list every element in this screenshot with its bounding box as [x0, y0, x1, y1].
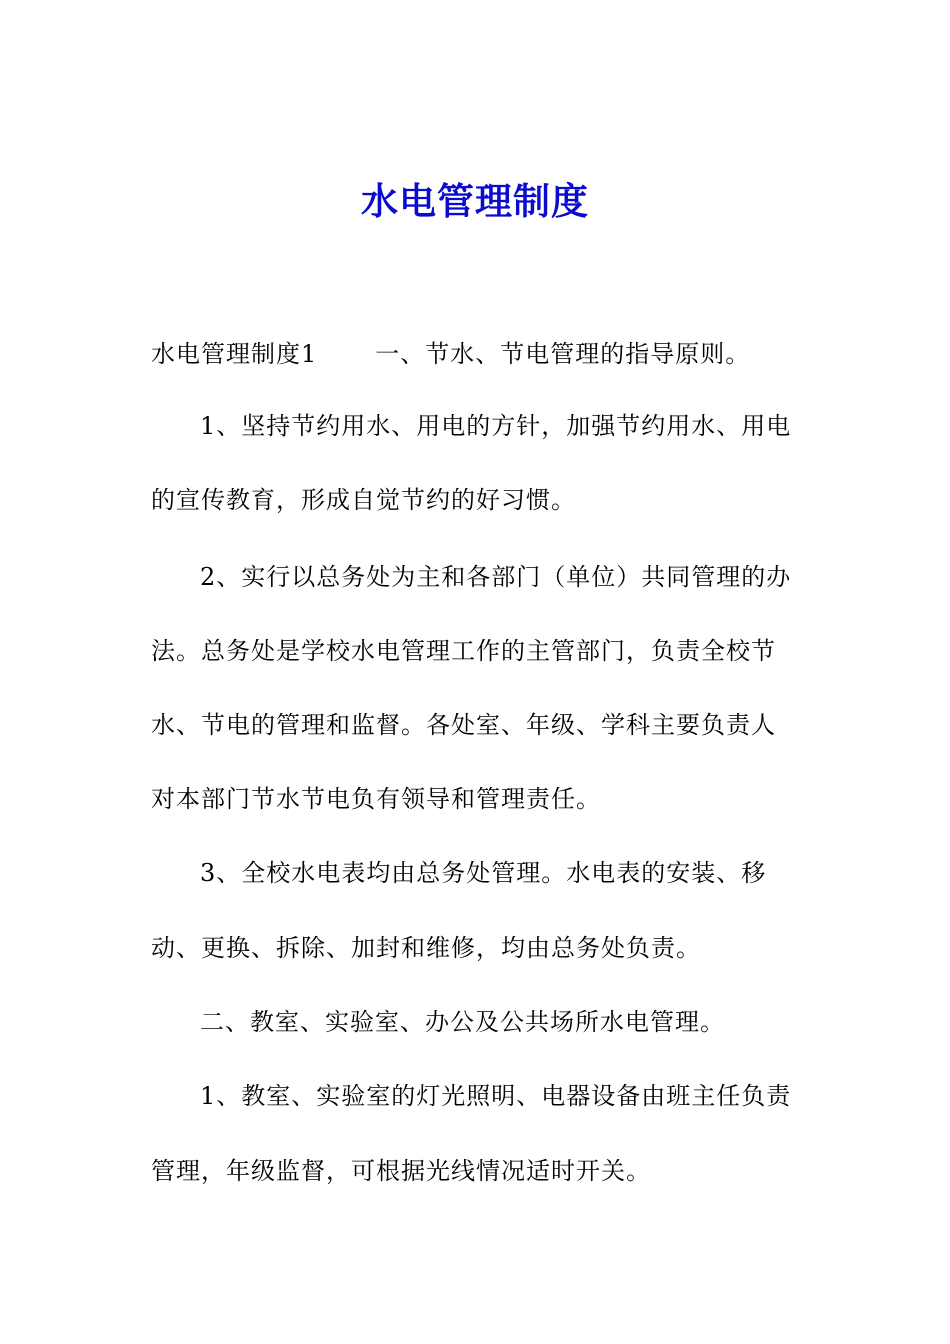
section-heading-line: 二、教室、实验室、办公及公共场所水电管理。	[200, 1008, 725, 1036]
section-heading-text: 一、节水、节电管理的指导原则。	[375, 340, 751, 368]
paragraph-line: 3、全校水电表均由总务处管理。水电表的安装、移	[200, 859, 767, 887]
paragraph-line: 对本部门节水节电负有领导和管理责任。	[151, 785, 601, 813]
paragraph-line: 1、教室、实验室的灯光照明、电器设备由班主任负责	[200, 1082, 792, 1110]
paragraph-line: 动、更换、拆除、加封和维修，均由总务处负责。	[151, 934, 701, 962]
document-title: 水电管理制度	[361, 180, 589, 223]
paragraph-line: 1、坚持节约用水、用电的方针，加强节约用水、用电	[200, 412, 792, 440]
paragraph-line: 水、节电的管理和监督。各处室、年级、学科主要负责人	[151, 711, 776, 739]
section-heading-label: 水电管理制度1	[151, 340, 318, 368]
section-heading-line	[151, 336, 750, 372]
paragraph-line: 的宣传教育，形成自觉节约的好习惯。	[151, 486, 576, 514]
paragraph-line: 管理，年级监督，可根据光线情况适时开关。	[151, 1157, 651, 1185]
paragraph-line: 法。总务处是学校水电管理工作的主管部门，负责全校节	[151, 637, 776, 665]
paragraph-line: 2、实行以总务处为主和各部门（单位）共同管理的办	[200, 563, 792, 591]
